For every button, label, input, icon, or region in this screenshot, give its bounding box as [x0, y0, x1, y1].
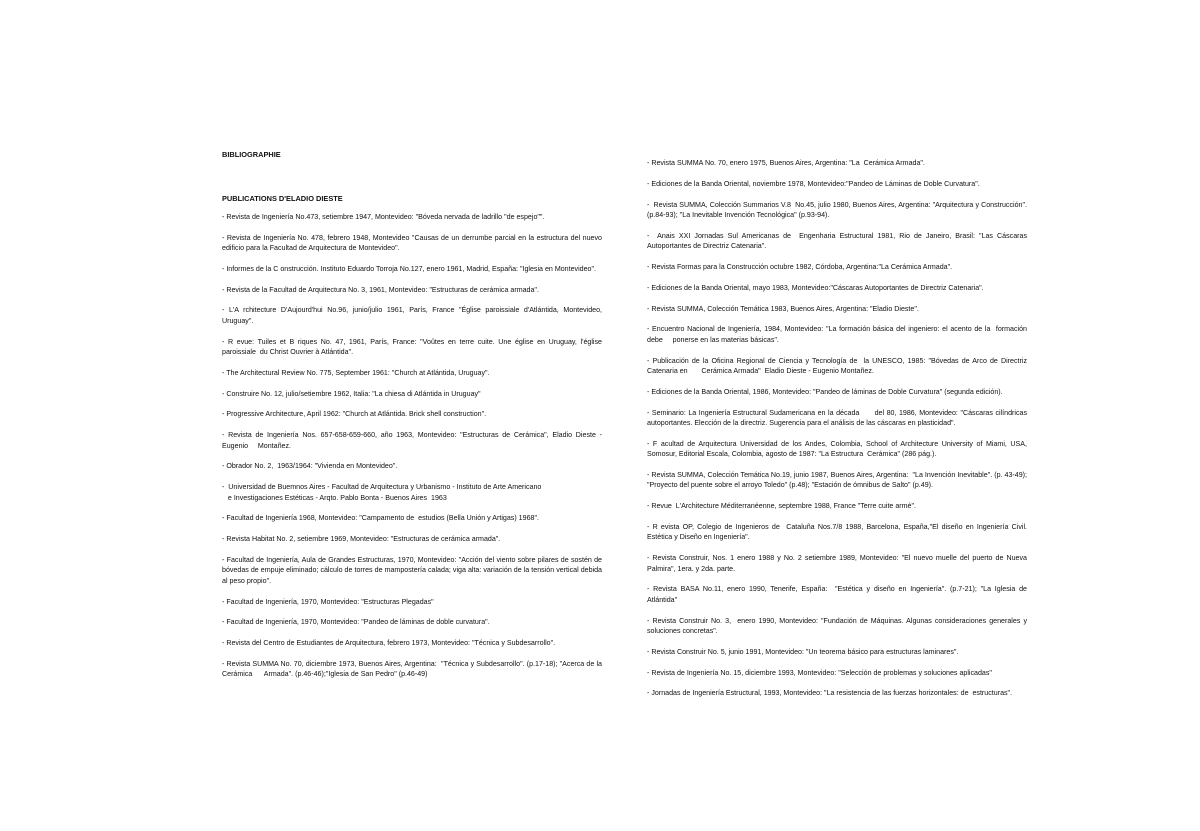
bibliography-entry: - Revista BASA No.11, enero 1990, Tenerife, España: "Estética y diseño en Ingeniería". (p.7-21); "La Iglesia de Atlántida"	[647, 585, 1029, 604]
bibliography-entry: - Revista del Centro de Estudiantes de Arquitectura, febrero 1973, Montevideo: "Técnica y Subdesarrollo".	[222, 639, 556, 648]
bibliography-entry: - Revista Habitat No. 2, setiembre 1969, Montevideo: "Estructuras de cerámica armada".	[222, 535, 501, 544]
bibliography-entry: - L'A rchitecture D'Aujourd'hui No.96, junio/julio 1961, París, France "Église paroissiale d'Atlántida, Montevideo, Uruguay".	[222, 306, 604, 325]
bibliography-entry: - Progressive Architecture, April 1962: "Church at Atlántida. Brick shell construction".	[222, 410, 487, 419]
bibliography-entry: - Revista SUMMA No. 70, diciembre 1973, Buenos Aires, Argentina: "Técnica y Subdesarrollo". (p.17-18); "Acerca de la Cerámica Armada". (p.46-46);"Iglesia de San Pedro" (p.46-49)	[222, 660, 604, 679]
bibliography-entry: - Anais XXI Jornadas Sul Americanas de Engenharia Estructural 1981, Rio de Janeiro, Brasil: "Las Cáscaras Autoportantes de Directriz Catenaria".	[647, 231, 1029, 251]
bibliography-entry: - Facultad de Ingeniería, 1970, Montevideo: "Pandeo de láminas de doble curvatura".	[222, 618, 490, 627]
bibliography-entry: - Revista SUMMA No. 70, enero 1975, Buenos Aires, Argentina: "La Cerámica Armada".	[647, 159, 925, 167]
bibliography-entry: - Revista de Ingeniería No. 478, febrero 1948, Montevideo "Causas de un derrumbe parcial en la estructura del nuevo edificio para la Facultad de Arquitectura de Montevideo".	[222, 233, 604, 253]
bibliography-entry: - Encuentro Nacional de Ingeniería, 1984, Montevideo: "La formación básica del ingeniero: el acento de la formación debe ponerse en las materias básicas".	[647, 325, 1029, 344]
bibliography-entry: - R evue: Tuiles et B riques No. 47, 1961, París, France: "Voûtes en terre cuite. Une église en Uruguay, l'église paroissiale du Christ Ouvrier à Atlántida".	[222, 337, 604, 357]
bibliography-entry: - Revista Construir No. 3, enero 1990, Montevideo: "Fundación de Máquinas. Algunas consideraciones generales y soluciones concretas".	[647, 616, 1029, 636]
bibliography-entry: - Ediciones de la Banda Oriental, 1986, Montevideo: "Pandeo de láminas de Doble Curvatura" (segunda edición).	[647, 387, 1003, 396]
right-column	[647, 158, 1027, 709]
bibliography-entry: - Facultad de Ingeniería, 1970, Montevideo: "Estructuras Plegadas"	[222, 597, 434, 606]
bibliography-entry: - Revista Formas para la Construcción octubre 1982, Córdoba, Argentina:"La Cerámica Armada".	[647, 263, 953, 271]
bibliography-entry: - Revista Construir, Nos. 1 enero 1988 y No. 2 setiembre 1989, Montevideo: "El nuevo muelle del puerto de Nueva Palmira", 1era. y 2da. parte.	[647, 554, 1029, 573]
left-column	[222, 150, 602, 690]
bibliography-entry: - Ediciones de la Banda Oriental, mayo 1983, Montevideo:"Cáscaras Autoportantes de Directriz Catenaria".	[647, 283, 984, 292]
bibliography-entry: - Revista Construir No. 5, junio 1991, Montevideo: "Un teorema básico para estructuras laminares".	[647, 647, 959, 656]
left-entry-list	[222, 212, 602, 680]
bibliography-entry: - Informes de la C onstrucción. Instituto Eduardo Torroja No.127, enero 1961, Madrid, España: "Iglesia en Montevideo".	[222, 264, 596, 273]
bibliography-entry: - Revista de la Facultad de Arquitectura No. 3, 1961, Montevideo: "Estructuras de cerámica armada".	[222, 285, 539, 294]
bibliography-entry: - Revista SUMMA, Colección Temática 1983, Buenos Aires, Argentina: "Eladio Dieste".	[647, 304, 919, 313]
bibliography-entry: - R evista OP, Colegio de Ingenieros de Cataluña Nos.7/8 1988, Barcelona, España,"El diseño en Ingeniería Civil. Estética y Diseño en Ingeniería".	[647, 523, 1029, 542]
bibliography-entry: - Revista de Ingeniería No.473, setiembre 1947, Montevideo: "Bóveda nervada de ladrillo "de espejo"".	[222, 212, 545, 221]
bibliography-entry: - Revista SUMMA, Colección Summarios V.8 No.45, julio 1980, Buenos Aires, Argentina: "Arquitectura y Construcción". (p.84-93); "La Inevitable Invención Tecnológica" (p.93-94).	[647, 200, 1029, 219]
bibliography-heading: BIBLIOGRAPHIE	[222, 150, 281, 159]
bibliography-entry: - The Architectural Review No. 775, September 1961: "Church at Atlántida, Uruguay".	[222, 368, 490, 377]
bibliography-entry: - Facultad de Ingeniería, Aula de Grandes Estructuras, 1970, Montevideo: "Acción del viento sobre pilares de sostén de bóvedas de empuje eliminado; cálculo de torres de mampostería calada; viga alta: variación de la tensión vertical debida al peso propio".	[222, 556, 604, 585]
bibliography-entry: - Universidad de Buemnos Aires - Facultad de Arquitectura y Urbanismo - Instituto de Arte Americano e Investigaciones Estéticas - Arqto. Pablo Bonta - Buenos Aires 1963	[222, 483, 542, 502]
bibliography-entry: - Revista de Ingeniería No. 15, diciembre 1993, Montevideo: "Selección de problemas y soluciones aplicadas"	[647, 668, 992, 677]
bibliography-entry: - Seminario: La Ingeniería Estructural Sudamericana en la década del 80, 1986, Montevideo: "Cáscaras cilíndricas autoportantes. Elección de la directriz. Sugerencia para el análisis de las cáscaras en plasticidad".	[647, 408, 1029, 427]
bibliography-entry: - Construire No. 12, julio/setiembre 1962, Italia: "La chiesa di Atlántida in Uruguay"	[222, 389, 481, 398]
bibliography-entry: - Ediciones de la Banda Oriental, noviembre 1978, Montevideo:"Pandeo de Láminas de Doble Curvatura".	[647, 179, 980, 188]
publications-subheading: PUBLICATIONS D'ELADIO DIESTE	[222, 194, 343, 204]
bibliography-entry: - Revista de Ingeniería Nos. 657-658-659-660, año 1963, Montevideo: "Estructuras de Cerámica", Eladio Dieste - Eugenio Montañez.	[222, 431, 604, 450]
bibliography-entry: - Revue L'Architecture Méditerranéenne, septembre 1988, France "Terre cuite armé".	[647, 502, 916, 511]
bibliography-entry: - Revista SUMMA, Colección Temática No.19, junio 1987, Buenos Aires, Argentina: "La Invención Inevitable". (p. 43-49); "Proyecto del puente sobre el arroyo Toledo" (p.48); "Estación de ómnibus de Salto" (p.49).	[647, 471, 1029, 490]
bibliography-entry: - Publicación de la Oficina Regional de Ciencia y Tecnología de la UNESCO, 1985: "Bóvedas de Arco de Directriz Catenaria en Cerámica Armada" Eladio Dieste - Eugenio Montañez.	[647, 356, 1029, 375]
bibliography-entry: - F acultad de Arquitectura Universidad de los Andes, Colombia, School of Architecture University of Miami, USA, Somosur, Editorial Escala, Colombia, agosto de 1987: "La Estructura Cerámica" (286 pág.).	[647, 439, 1029, 459]
bibliography-entry: - Obrador No. 2, 1963/1964: "Vivienda en Montevideo".	[222, 462, 398, 471]
right-entry-list	[647, 158, 1027, 699]
bibliography-entry: - Jornadas de Ingeniería Estructural, 1993, Montevideo: "La resistencia de las fuerzas horizontales: de estructuras".	[647, 689, 1013, 698]
bibliography-entry: - Facultad de Ingeniería 1968, Montevideo: "Campamento de estudios (Bella Unión y Artigas) 1968".	[222, 514, 539, 523]
